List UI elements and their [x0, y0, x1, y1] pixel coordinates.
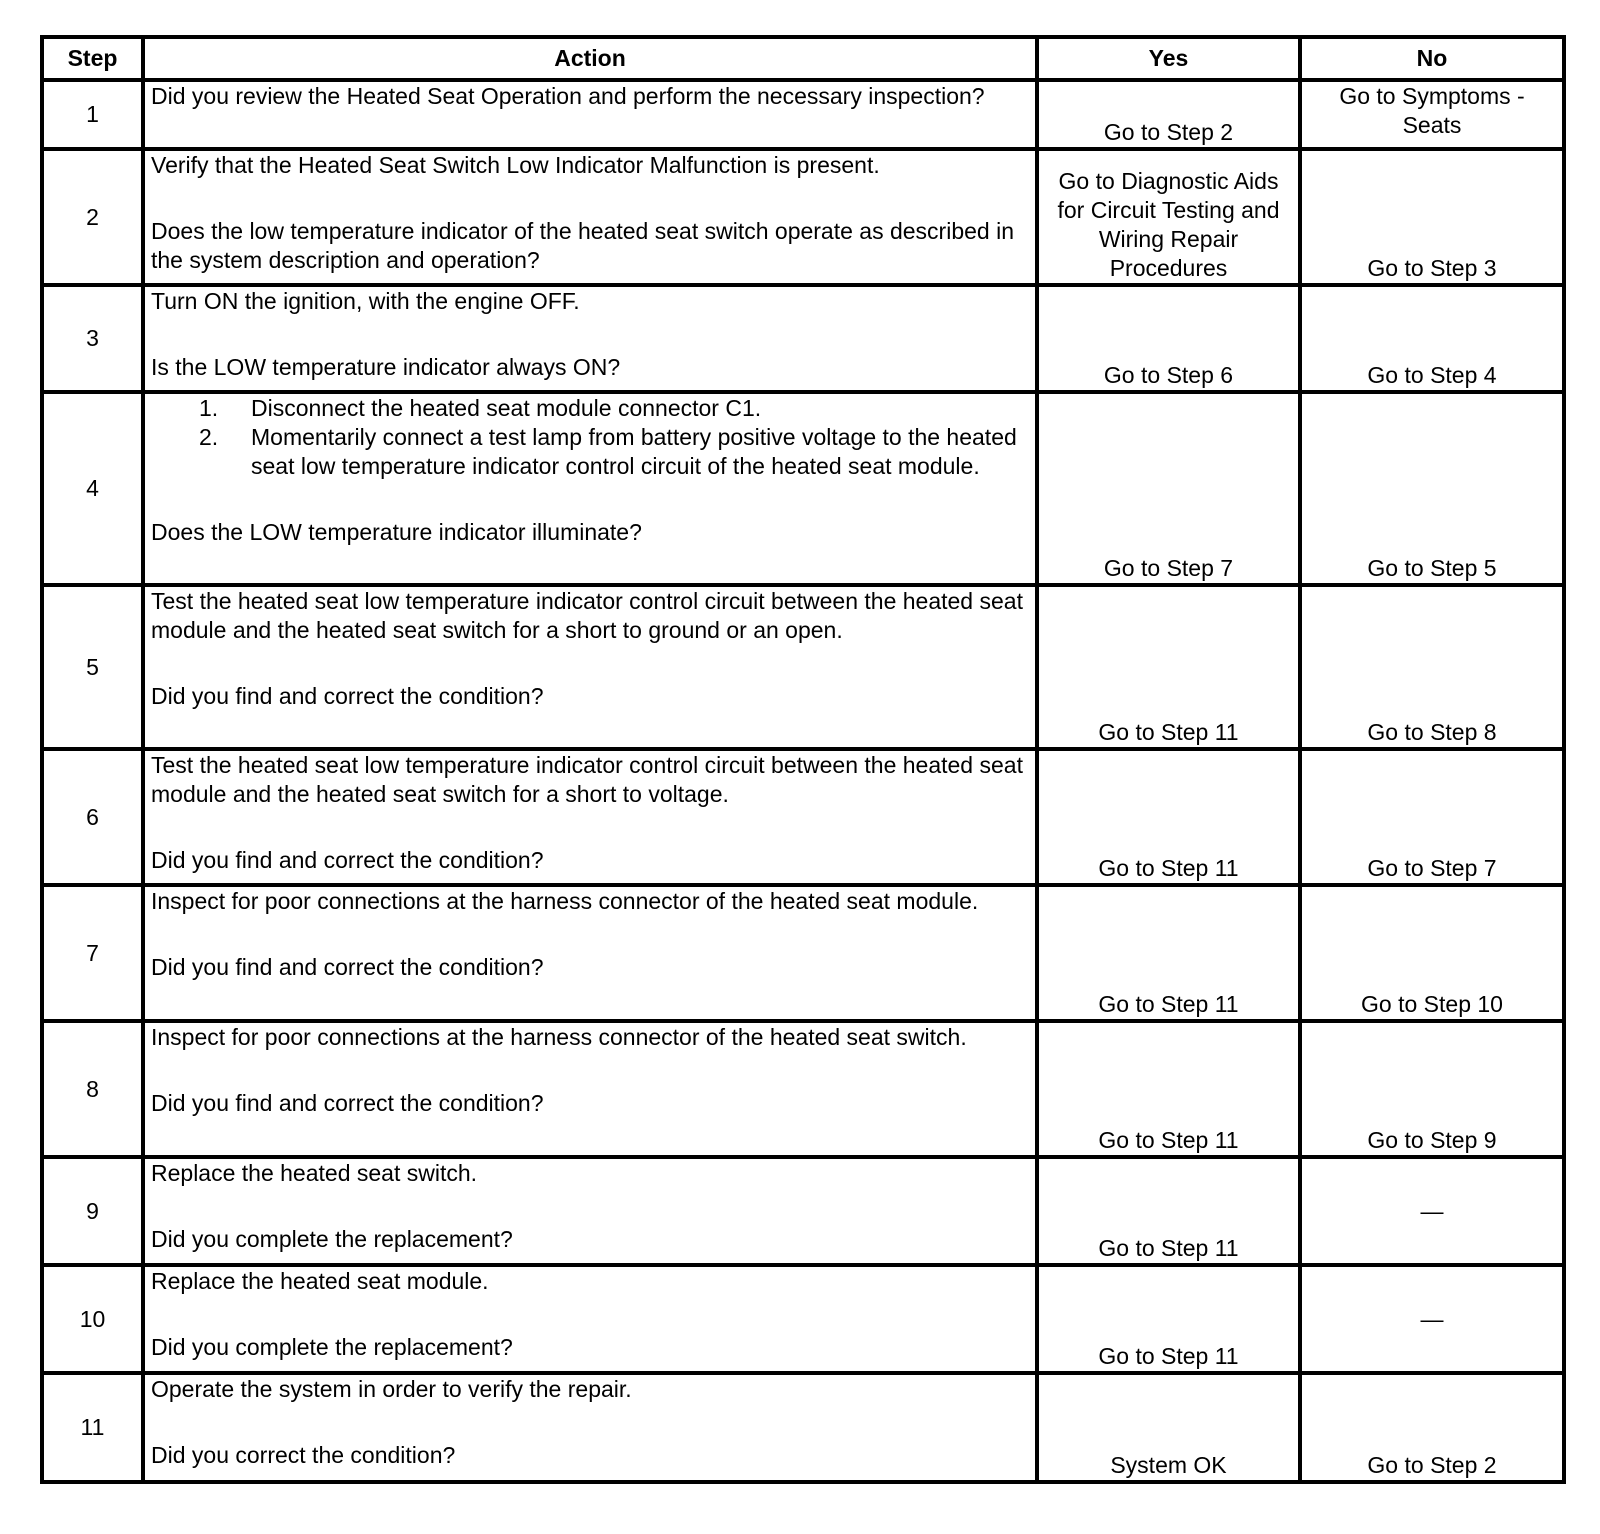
action-question: Did you find and correct the condition?: [151, 847, 544, 873]
no-cell: Go to Step 7: [1300, 749, 1564, 885]
no-cell: —: [1300, 1265, 1564, 1373]
step-number: 6: [42, 749, 143, 885]
substep-number: 2.: [199, 424, 219, 450]
no-cell: Go to Step 8: [1300, 585, 1564, 749]
no-cell: Go to Step 4: [1300, 285, 1564, 392]
action-cell: [143, 149, 1037, 285]
action-text: Did you review the Heated Seat Operation and perform the necessary inspection?: [151, 83, 985, 109]
list-item: [199, 423, 1029, 481]
action-cell: [143, 1373, 1037, 1482]
no-cell: Go to Step 10: [1300, 885, 1564, 1021]
yes-cell: Go to Step 2: [1037, 80, 1300, 149]
yes-cell: Go to Step 7: [1037, 392, 1300, 585]
header-row: [42, 37, 1564, 80]
action-cell: [143, 1265, 1037, 1373]
action-cell: [143, 80, 1037, 149]
yes-cell: Go to Step 11: [1037, 1021, 1300, 1157]
yes-cell: Go to Step 11: [1037, 1157, 1300, 1265]
action-cell: [143, 1157, 1037, 1265]
table-row: [42, 1265, 1564, 1373]
table-row: [42, 585, 1564, 749]
header-yes: Yes: [1037, 37, 1300, 80]
header-action: Action: [143, 37, 1037, 80]
yes-cell: Go to Step 11: [1037, 885, 1300, 1021]
step-number: 5: [42, 585, 143, 749]
action-question: Did you find and correct the condition?: [151, 954, 544, 980]
action-cell: [143, 749, 1037, 885]
step-number: 4: [42, 392, 143, 585]
step-number: 2: [42, 149, 143, 285]
action-text: Operate the system in order to verify the repair.: [151, 1376, 632, 1402]
no-cell: Go to Symptoms - Seats: [1300, 80, 1564, 149]
yes-cell: Go to Step 11: [1037, 585, 1300, 749]
table-row: [42, 885, 1564, 1021]
step-number: 8: [42, 1021, 143, 1157]
no-cell: Go to Step 3: [1300, 149, 1564, 285]
table-row: [42, 392, 1564, 585]
table-row: [42, 80, 1564, 149]
step-number: 3: [42, 285, 143, 392]
substep-list: [151, 394, 1029, 481]
action-text: Inspect for poor connections at the harness connector of the heated seat module.: [151, 888, 979, 914]
action-cell: [143, 885, 1037, 1021]
header-step: Step: [42, 37, 143, 80]
no-cell: —: [1300, 1157, 1564, 1265]
substep-number: 1.: [199, 395, 219, 421]
header-no: No: [1300, 37, 1564, 80]
step-number: 11: [42, 1373, 143, 1482]
action-text: Replace the heated seat module.: [151, 1268, 489, 1294]
table-row: [42, 285, 1564, 392]
action-cell: [143, 285, 1037, 392]
action-question: Did you correct the condition?: [151, 1442, 456, 1468]
no-cell: Go to Step 5: [1300, 392, 1564, 585]
action-text: Test the heated seat low temperature indicator control circuit between the heated seat module and the heated seat switch for a short to voltage.: [151, 752, 1023, 807]
action-question: Does the low temperature indicator of the heated seat switch operate as described in the system description and operation?: [151, 218, 1014, 273]
yes-cell: System OK: [1037, 1373, 1300, 1482]
table-row: [42, 1373, 1564, 1482]
action-text: Turn ON the ignition, with the engine OFF.: [151, 288, 580, 314]
yes-cell: Go to Step 11: [1037, 1265, 1300, 1373]
action-text: Replace the heated seat switch.: [151, 1160, 478, 1186]
no-cell: Go to Step 9: [1300, 1021, 1564, 1157]
diagnostic-table: [40, 35, 1566, 1484]
action-question: Did you find and correct the condition?: [151, 1090, 544, 1116]
step-number: 1: [42, 80, 143, 149]
table-row: [42, 1157, 1564, 1265]
action-text: Verify that the Heated Seat Switch Low Indicator Malfunction is present.: [151, 152, 880, 178]
list-item: [199, 394, 1029, 423]
step-number: 9: [42, 1157, 143, 1265]
action-text: Test the heated seat low temperature indicator control circuit between the heated seat module and the heated seat switch for a short to ground or an open.: [151, 588, 1023, 643]
step-number: 7: [42, 885, 143, 1021]
yes-cell: Go to Step 6: [1037, 285, 1300, 392]
no-cell: Go to Step 2: [1300, 1373, 1564, 1482]
action-cell: [143, 1021, 1037, 1157]
table-row: [42, 1021, 1564, 1157]
substep-text: Momentarily connect a test lamp from battery positive voltage to the heated seat low temperature indicator control circuit of the heated seat module.: [251, 424, 1017, 479]
action-question: Does the LOW temperature indicator illuminate?: [151, 519, 642, 545]
action-question: Did you find and correct the condition?: [151, 683, 544, 709]
action-cell: [143, 585, 1037, 749]
action-question: Is the LOW temperature indicator always ON?: [151, 354, 621, 380]
table-row: [42, 149, 1564, 285]
action-cell: [143, 392, 1037, 585]
substep-text: Disconnect the heated seat module connector C1.: [251, 395, 762, 421]
table-row: [42, 749, 1564, 885]
step-number: 10: [42, 1265, 143, 1373]
yes-cell: Go to Step 11: [1037, 749, 1300, 885]
action-question: Did you complete the replacement?: [151, 1334, 513, 1360]
yes-cell: Go to Diagnostic Aids for Circuit Testing and Wiring Repair Procedures: [1037, 149, 1300, 285]
action-question: Did you complete the replacement?: [151, 1226, 513, 1252]
action-text: Inspect for poor connections at the harness connector of the heated seat switch.: [151, 1024, 967, 1050]
